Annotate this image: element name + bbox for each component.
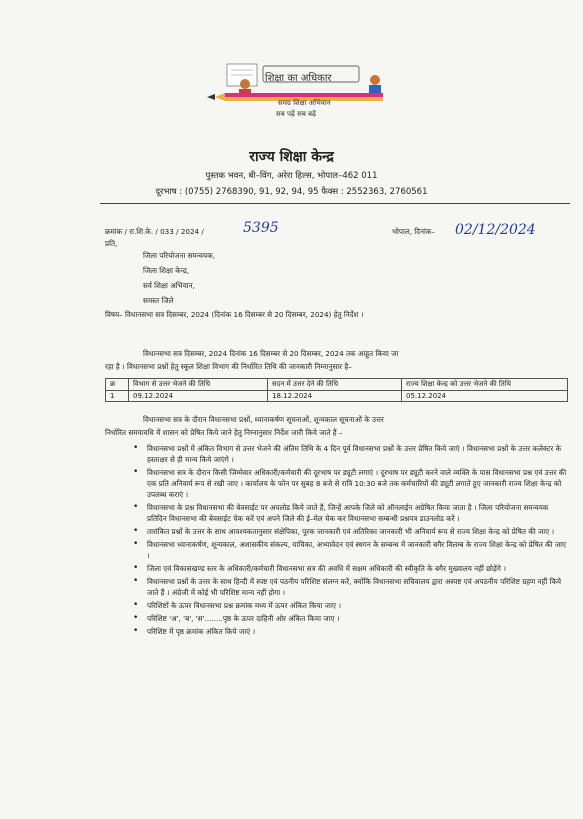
addressee-line: समस्त जिले: [143, 296, 174, 305]
logo-title: शिक्षा का अधिकार: [265, 73, 332, 84]
list-item: • तारांकित प्रश्नों के उत्तर के साथ आवश्यकतानुसार संक्षेपिका, पूरक जानकारी एवं अतिरिक्त जानकारी भी अनिवार्य रूप से राज्य शिक्षा केन्द्र को प्रेषित की जाए ।: [137, 526, 569, 537]
intro-paragraph-line: रहा है । विधानसभा प्रश्नों हेतु स्कूल शिक्षा विभाग की निर्धारित तिथि की जानकारी निम्नानुसार है–: [105, 362, 352, 371]
to-label: प्रति,: [105, 239, 118, 248]
table-row: [106, 391, 568, 402]
letter-date: 02/12/2024: [455, 222, 536, 238]
table-header-cell: विभाग से उत्तर भेजने की तिथि: [129, 379, 268, 391]
table-cell: 05.12.2024: [402, 391, 568, 402]
table-header-cell: राज्य शिक्षा केन्द्र को उत्तर भेजने की तिथि: [402, 379, 568, 391]
instructions-intro-line: विधानसभा सत्र के दौरान विधानसभा प्रश्नों, ध्यानाकर्षण सूचनाओं, शून्यकाल सूचनाओं के उत्तर: [143, 415, 384, 424]
addressee-line: जिला शिक्षा केन्द्र,: [143, 266, 190, 275]
list-item: • विधानसभा प्रश्नों के उत्तर के साथ हिन्दी में स्पष्ट एवं पठनीय परिशिष्ट संलग्न करें, क्योंकि विधानसभा सचिवालय द्वारा अस्पष्ट एवं अपठनीय परिशिष्ट ग्रहण नहीं किये जाते हैं । अंग्रेजी में कोई भी परिशिष्ट मान्य नहीं होगा ।: [137, 576, 569, 598]
logo-line-1: समग्र शिक्षा अभियान: [278, 99, 331, 107]
list-item: • विधानसभा सत्र के दौरान किसी जिम्मेवार अधिकारी/कर्मचारी की दूरभाष पर ड्यूटी लगाएं । दूरभाष पर ड्यूटी करने वाले व्यक्ति के पास विधानसभा प्रश्न एवं उत्तर की एक प्रति अनिवार्य रूप से रखी जाए । कार्यालय के फोन पर सुबह 8 बजे से रात्रि 10:30 बजे तक कर्मचारियों की ड्यूटी लगाते हुए जानकारी राज्य शिक्षा केन्द्र को उपलब्ध कराएं ।: [137, 467, 569, 500]
table-cell: 09.12.2024: [129, 391, 268, 402]
list-item: • विधानसभा के प्रश्न विधानसभा की बेवसाईट पर अपलोड किये जाते हैं, जिन्हें आपके जिले को ऑनलाईन अग्रेषित किया जाता है । जिला परियोजना समन्वयक प्रतिदिन विधानसभा की बेवसाईट चेक करें एवं अपने जिले की ई–मेल चेक कर विधानसभा सम्बन्धी प्रश्नपत्र डाउनलोड करें ।: [137, 502, 569, 524]
list-item: • विधानसभा ध्यानाकर्षण, शून्यकाल, अशासकीय संकल्प, याचिका, अभ्यावेदन एवं स्थगन के सम्बन्ध में जानकारी बगैर विलम्ब के राज्य शिक्षा केन्द्र को प्रेषित की जाए ।: [137, 539, 569, 561]
subject-line: विषय– विधानसभा सत्र दिसम्बर, 2024 (दिनांक 16 दिसम्बर से 20 दिसम्बर, 2024) हेतु निर्देश ।: [105, 310, 364, 319]
place-date-label: भोपाल, दिनांक–: [392, 227, 435, 236]
table-header-row: [106, 379, 568, 391]
list-item: • परिशिष्ट में पृष्ठ क्रमांक अंकित किये जाएं ।: [137, 626, 569, 637]
table-cell: 1: [106, 391, 129, 402]
table-cell: 18.12.2024: [268, 391, 402, 402]
logo-line-2: सब पढ़ें सब बढ़ें: [276, 110, 316, 118]
table-header-cell: सदन में उत्तर देने की तिथि: [268, 379, 402, 391]
addressee-line: सर्व शिक्षा अभियान,: [143, 281, 195, 290]
table-header-cell: क्र: [106, 379, 129, 391]
instructions-intro-line: निर्धारित समयावधि में शासन को प्रेषित किये जाने हेतु निम्नानुसार निर्देश जारी किये जाते हैं –: [105, 428, 343, 437]
list-item: • विधानसभा प्रश्नों में अंकित विभाग से उत्तर भेजने की अंतिम तिथि के 4 दिन पूर्व विधानसभा प्रश्नों के उत्तर प्रेषित किये जाएं । विधानसभा प्रश्नों के उत्तर कलेक्टर के हस्ताक्षर से ही मान्य किये जाएंगे ।: [137, 443, 569, 465]
reference-prefix: क्रमांक / रा.शि.के. / 033 / 2024 /: [105, 227, 204, 236]
instruction-list: [137, 443, 569, 639]
organisation-phone: दूरभाष : (0755) 2768390, 91, 92, 94, 95 फैक्स : 2552363, 2760561: [155, 187, 428, 197]
list-item: • परिशिष्ट 'अ', 'ब', 'स'........पृष्ठ के ऊपर दाहिनी ओर अंकित किया जाए ।: [137, 613, 569, 624]
schedule-table: [105, 378, 568, 402]
list-item: • जिला एवं विकासखण्ड स्तर के अधिकारी/कर्मचारी विधानसभा सत्र की अवधि में सक्षम अधिकारी की स्वीकृति के बगैर मुख्यालय नहीं छोड़ेंगे ।: [137, 563, 569, 574]
reference-number: 5395: [243, 220, 279, 236]
header-divider: [100, 203, 570, 204]
organisation-address: पुस्तक भवन, बी–विंग, अरेरा हिल्स, भोपाल–462 011: [205, 171, 378, 181]
addressee-line: जिला परियोजना समन्वयक,: [143, 251, 215, 260]
organisation-title: राज्य शिक्षा केन्द्र: [249, 149, 334, 165]
list-item: • परिशिष्टों के ऊपर विधानसभा प्रश्न क्रमांक मध्य में ऊपर अंकित किया जाए ।: [137, 600, 569, 611]
intro-paragraph-line: विधानसभा सत्र दिसम्बर, 2024 दिनांक 16 दिसम्बर से 20 दिसम्बर, 2024 तक आहूत किया जा: [143, 349, 399, 358]
